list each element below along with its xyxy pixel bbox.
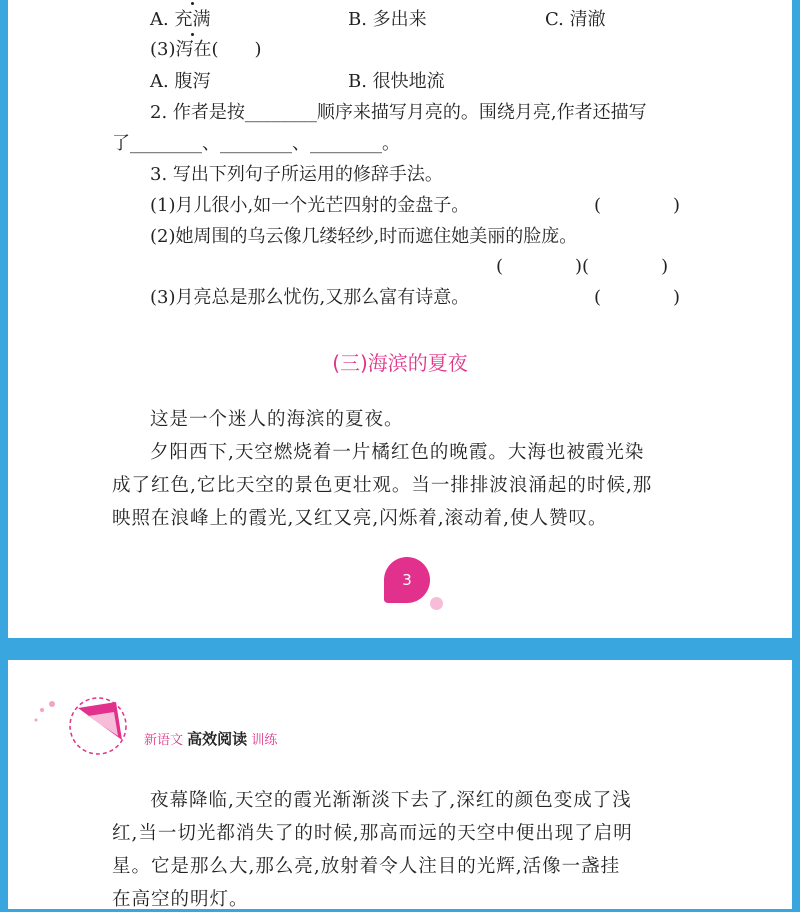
paragraph-line: 红,当一切光都消失了的时候,那高而远的天空中便出现了启明 xyxy=(112,823,633,844)
paragraph-line: 夕阳西下,天空燃烧着一片橘红色的晚霞。大海也被霞光染 xyxy=(150,442,645,463)
brand-main: 高效阅读 xyxy=(187,730,248,748)
question-2-line2: 了________、________、________。 xyxy=(112,133,400,154)
paragraph-line: 夜幕降临,天空的霞光渐渐淡下去了,深红的颜色变成了浅 xyxy=(150,790,632,811)
question-item: (3)泻在( ) xyxy=(150,39,262,60)
page-number-decoration xyxy=(430,597,443,610)
answer-paren: ( ) xyxy=(594,287,681,308)
paragraph-line: 映照在浪峰上的霞光,又红又亮,闪烁着,滚动着,使人赞叹。 xyxy=(112,508,608,529)
series-brand xyxy=(144,728,277,749)
brand-new: 新语文 xyxy=(144,733,184,748)
page-top xyxy=(8,0,792,638)
option-a: A. 腹泻 xyxy=(150,71,211,92)
question-3-item1: (1)月儿很小,如一个光芒四射的金盘子。 xyxy=(150,195,470,216)
section-title: (三)海滨的夏夜 xyxy=(332,351,468,375)
emphasis-dot xyxy=(191,33,194,36)
question-2-line1: 2. 作者是按________顺序来描写月亮的。围绕月亮,作者还描写 xyxy=(150,102,647,123)
page-bottom xyxy=(8,660,792,909)
question-3-item3: (3)月亮总是那么忧伤,又那么富有诗意。 xyxy=(150,287,470,308)
answer-paren-pair: ( )( ) xyxy=(496,256,669,277)
question-3-title: 3. 写出下列句子所运用的修辞手法。 xyxy=(150,164,443,185)
paragraph-line: 在高空的明灯。 xyxy=(112,889,249,910)
paragraph-line: 星。它是那么大,那么亮,放射着令人注目的光辉,活像一盏挂 xyxy=(112,856,621,877)
emphasis-dot xyxy=(191,2,194,5)
page-number: 3 xyxy=(384,557,430,603)
option-b: B. 多出来 xyxy=(348,9,427,30)
paragraph-line: 成了红色,它比天空的景色更壮观。当一排排波浪涌起的时候,那 xyxy=(112,475,653,496)
brand-train: 训练 xyxy=(251,733,278,748)
butterfly-logo-icon xyxy=(28,686,148,756)
question-3-item2: (2)她周围的乌云像几缕轻纱,时而遮住她美丽的脸庞。 xyxy=(150,226,578,247)
option-a: A. 充满 xyxy=(150,9,211,30)
answer-paren: ( ) xyxy=(594,195,681,216)
option-c: C. 清澈 xyxy=(545,9,606,30)
option-b: B. 很快地流 xyxy=(348,71,445,92)
paragraph-line: 这是一个迷人的海滨的夏夜。 xyxy=(150,409,404,430)
